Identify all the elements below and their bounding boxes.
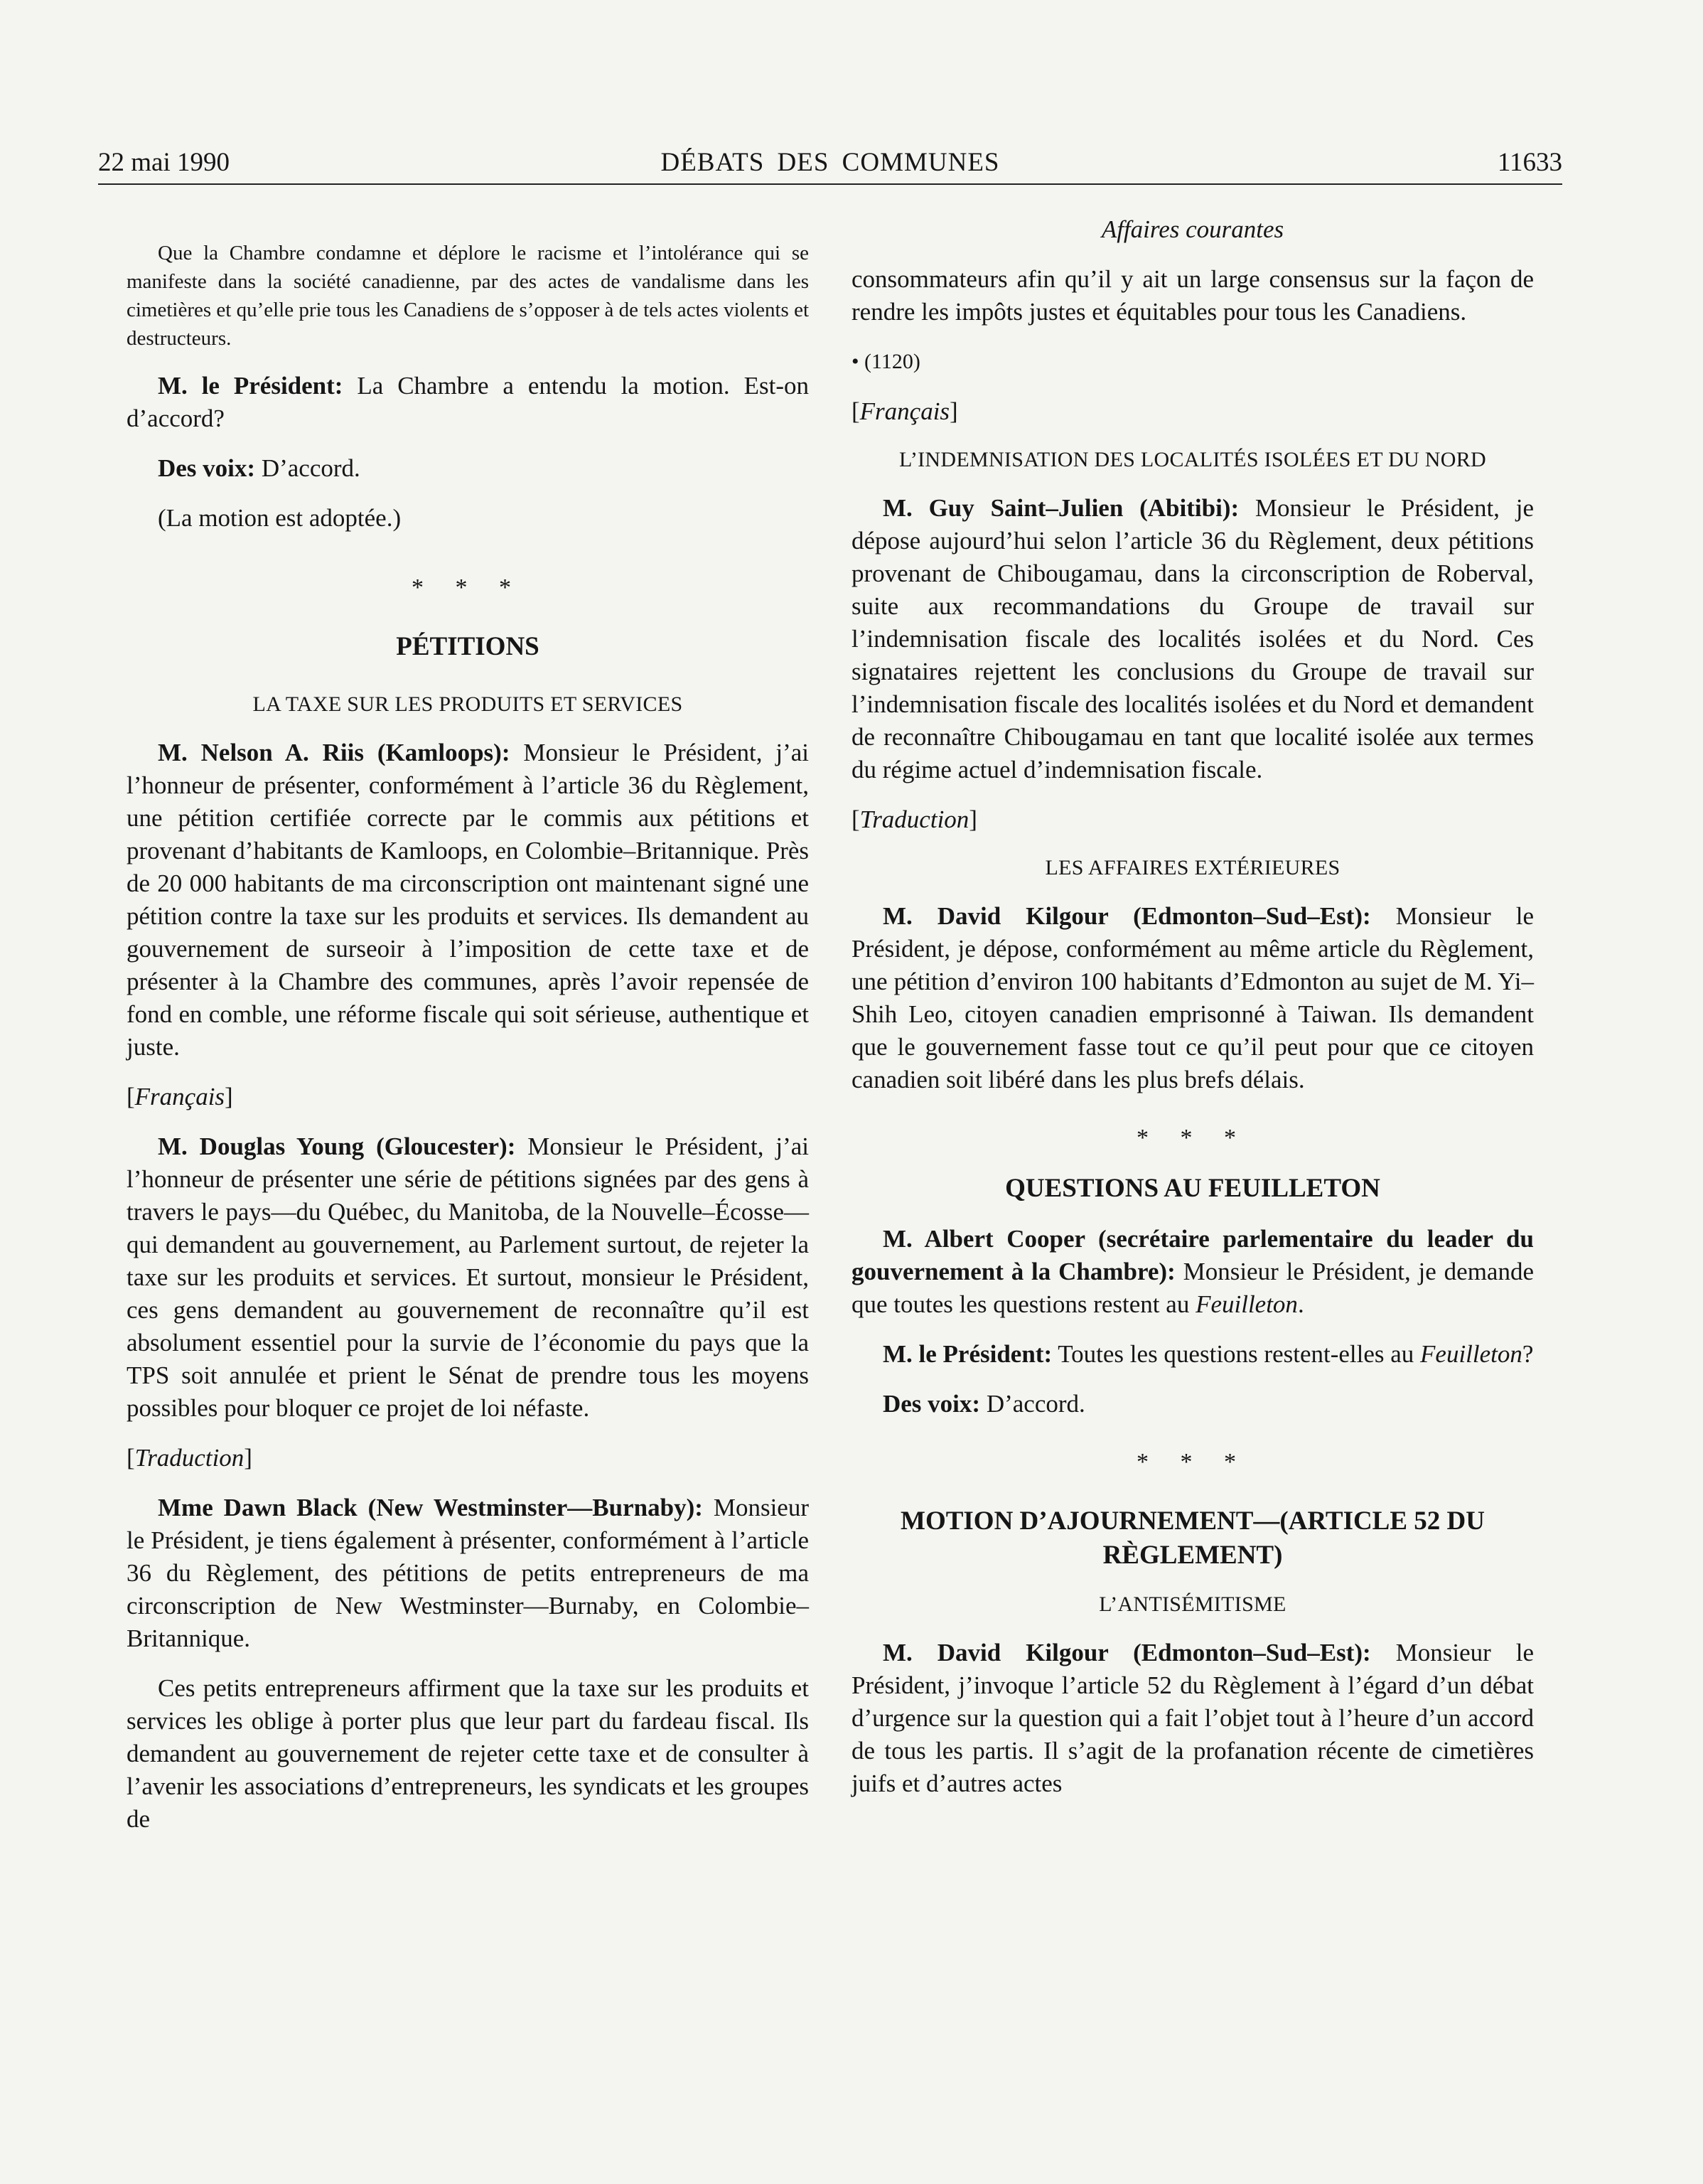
running-head: Affaires courantes <box>1101 215 1284 243</box>
page-header <box>98 146 1562 180</box>
header-rule <box>98 183 1562 185</box>
header-page-number: 11633 <box>1497 148 1562 177</box>
paragraph-voices <box>127 452 809 485</box>
paragraph-voices: Des voix: D’accord. <box>883 1390 1085 1418</box>
paragraph-black-continued: Ces petits entrepreneurs affirment que la taxe sur les produits et services les oblige à porter plus que leur part du fardeau fiscal. Ils demandent au gouvernement de rejeter cette taxe et de consulter à l’avenir les associations d’entrepreneurs, les syndicats et les groupes de <box>127 1674 809 1833</box>
paragraph-kilgour-motion <box>852 1637 1534 1800</box>
paragraph-president: M. le Président: Toutes les questions restent-elles au Feuilleton? <box>883 1340 1534 1368</box>
heading-petitions: PÉTITIONS <box>396 632 539 661</box>
speaker-name: M. Nelson A. Riis (Kamloops): <box>158 739 510 766</box>
left-column <box>127 213 809 1836</box>
speech-text: Monsieur le Président, je tiens également à présenter, conformément à l’article 36 du Règlement, des pétitions de petits entrepreneurs de ma circonscription de New Westminster—Burnaby, en Colombie–Britannique. <box>127 1494 809 1652</box>
header-date: 22 mai 1990 <box>98 148 230 177</box>
paragraph-continued: consommateurs afin qu’il y ait un large consensus sur la façon de rendre les impôts justes et équitables pour tous les Canadiens. <box>852 265 1534 326</box>
speaker-name: Des voix: <box>158 454 256 482</box>
heading-motion: MOTION D’AJOURNEMENT—(ARTICLE 52 DU RÈGLEMENT) <box>901 1506 1485 1570</box>
paragraph-riis <box>127 737 809 1064</box>
paragraph-black <box>127 1492 809 1655</box>
speaker-name: M. Guy Saint–Julien (Abitibi): <box>883 494 1240 522</box>
language-marker-francais: [Français] <box>852 397 958 425</box>
right-column <box>852 213 1534 1800</box>
subheading-affaires-exterieures: LES AFFAIRES EXTÉRIEURES <box>1045 856 1341 879</box>
language-marker-traduction: [Traduction] <box>852 805 977 833</box>
subheading-tps: LA TAXE SUR LES PRODUITS ET SERVICES <box>252 692 683 716</box>
paragraph-president <box>127 370 809 435</box>
speech-text: Monsieur le Président, je dépose, conformément au même article du Règlement, une pétition d’environ 100 habitants d’Edmonton au sujet de M. Yi–Shih Leo, citoyen canadien emprisonné à Taiwan. Ils demandent que le gouvernement fasse tout ce qu’il peut pour que ce citoyen canadien soit libéré dans les plus brefs délais. <box>852 902 1535 1093</box>
speech-text: Monsieur le Président, j’ai l’honneur de présenter, conformément à l’article 36 du Règlement, une pétition certifiée correcte par le commis aux pétitions et provenant d’habitants de Kamloops, en Colombie–Britannique. Près de 20 000 habitants de ma circonscription ont maintenant signé une pétition contre la taxe sur les produits et services. Ils demandent au gouvernement de surseoir à l’imposition de cette taxe et de présenter à la Chambre des communes, après l’avoir repensée de fond en comble, une réforme fiscale qui soit sérieuse, authentique et juste. <box>127 739 809 1061</box>
paragraph-saint-julien <box>852 492 1534 786</box>
speech-text: D’accord. <box>255 454 360 482</box>
speech-text: Monsieur le Président, j’ai l’honneur de présenter une série de pétitions signées par des gens à travers le pays—du Québec, du Manitoba, de la Nouvelle–Écosse—qui demandent au gouvernement, au Parlement surtout, de rejeter la taxe sur les produits et services. Et surtout, monsieur le Président, ces gens demandent au gouvernement de reconnaître qu’il est absolument essentiel pour la survie de l’économie du pays que la TPS soit annulée et prient le Sénat de prendre tous les moyens possibles pour bloquer ce projet de loi néfaste. <box>127 1133 809 1422</box>
speech-text: Monsieur le Président, je dépose aujourd’hui selon l’article 36 du Règlement, deux pétitions provenant de Chibougamau, dans la circonscription de Roberval, suite aux recommandations du Groupe de travail sur l’indemnisation fiscale des localités isolées et du Nord. Ces signataires rejettent les conclusions du Groupe de travail sur l’indemnisation fiscale des localités isolées et du Nord et demandent de reconnaître Chibougamau en tant que localité isolée aux termes du régime actuel d’indemnisation fiscale. <box>852 494 1534 783</box>
language-marker-traduction: [Traduction] <box>127 1444 252 1472</box>
section-separator: * * * <box>1137 1449 1249 1475</box>
section-separator: * * * <box>1137 1125 1249 1151</box>
speaker-name: M. David Kilgour (Edmonton–Sud–Est): <box>883 1639 1371 1666</box>
speaker-name: M. Douglas Young (Gloucester): <box>158 1133 516 1160</box>
speaker-name: Des voix: <box>883 1390 981 1418</box>
speech-text: Monsieur le Président, j’invoque l’article 52 du Règlement à l’égard d’un débat d’urgence sur la question qui a fait l’objet tout à l’heure d’un accord de tous les partis. Il s’agit de la profanation récente de cimetières juifs et d’autres actes <box>852 1639 1535 1797</box>
speaker-name: M. Albert Cooper (secrétaire parlementaire du leader du gouvernement à la Chambre): <box>852 1225 1534 1285</box>
paragraph-kilgour <box>852 900 1534 1096</box>
motion-quote: Que la Chambre condamne et déplore le racisme et l’intolérance qui se manifeste dans la société canadienne, par des actes de vandalisme dans les cimetières et qu’elle prie tous les Canadiens de s’opposer à de tels actes violents et destructeurs. <box>127 242 809 350</box>
paragraph-adopted: (La motion est adoptée.) <box>158 504 402 532</box>
speaker-name: Mme Dawn Black (New Westminster—Burnaby): <box>158 1494 703 1521</box>
speaker-name: M. le Président: <box>158 372 343 400</box>
subheading-antisemitisme: L’ANTISÉMITISME <box>1099 1592 1286 1616</box>
speaker-name: M. David Kilgour (Edmonton–Sud–Est): <box>883 902 1371 930</box>
paragraph-young <box>127 1130 809 1425</box>
heading-questions: QUESTIONS AU FEUILLETON <box>1005 1174 1380 1203</box>
speech-text: La Chambre a entendu la motion. Est-on d’accord? <box>127 372 809 432</box>
header-title: DÉBATS DES COMMUNES <box>660 148 1000 177</box>
time-marker: • (1120) <box>852 350 920 373</box>
paragraph-cooper: M. Albert Cooper (secrétaire parlementaire du leader du gouvernement à la Chambre): Monsieur le Président, je demande que toutes les questions restent au Feuilleton. <box>852 1225 1534 1318</box>
speaker-name: M. le Président: <box>883 1340 1053 1368</box>
language-marker-francais: [Français] <box>127 1083 233 1110</box>
section-separator: * * * <box>412 574 524 601</box>
subheading-indemnisation: L’INDEMNISATION DES LOCALITÉS ISOLÉES ET DU NORD <box>898 448 1487 471</box>
